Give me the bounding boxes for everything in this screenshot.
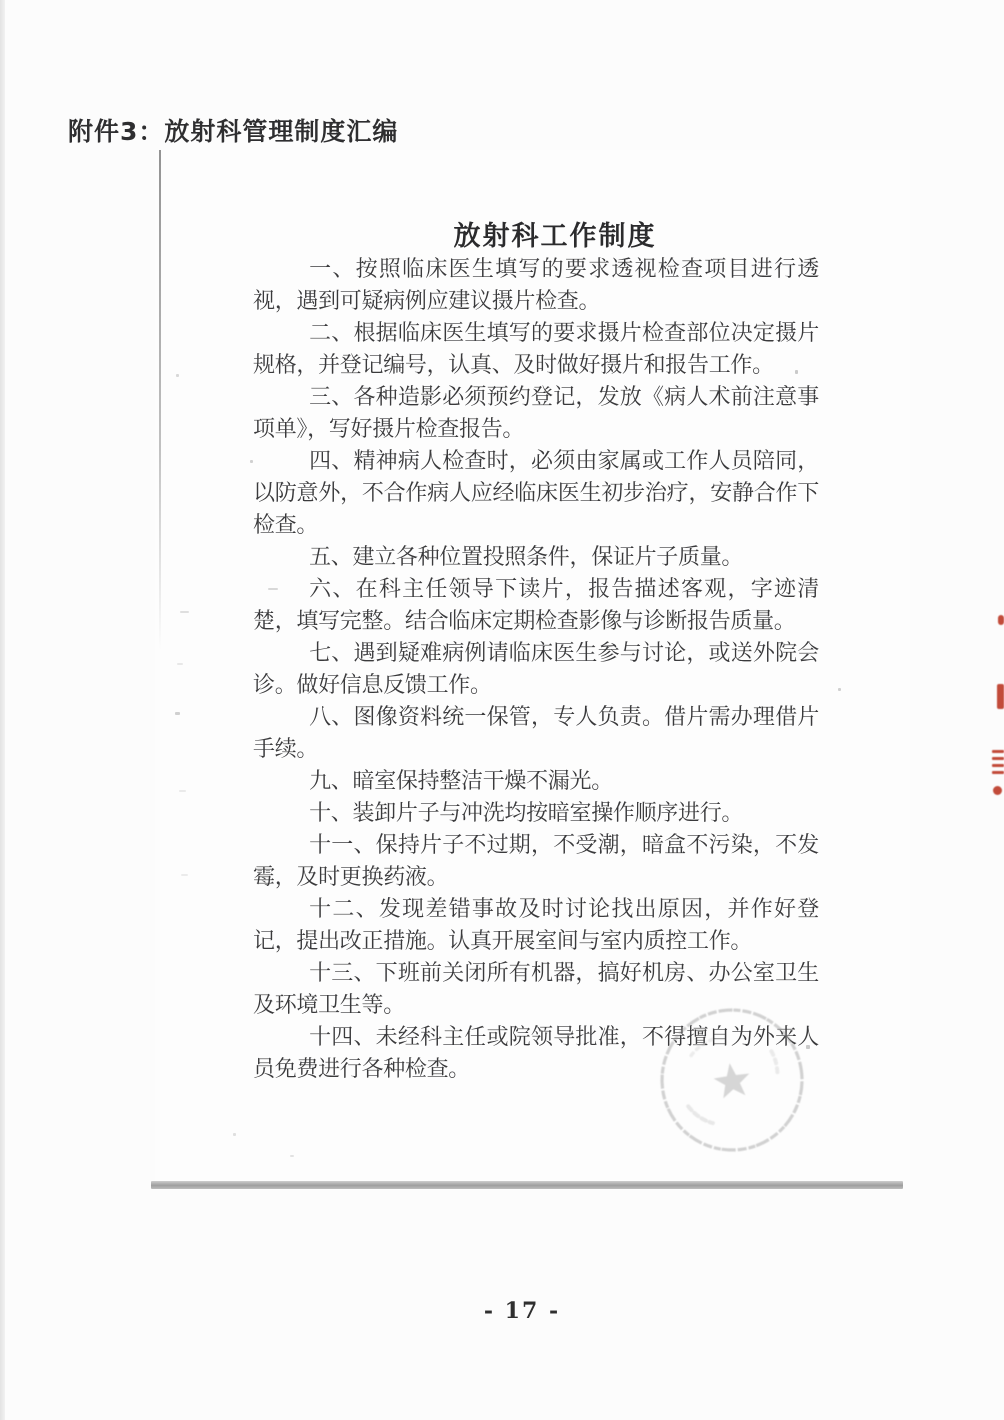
scan-speckle: [179, 790, 186, 792]
footer-page-number: - 17 -: [483, 1298, 561, 1324]
round-seal-stamp-icon: [647, 995, 816, 1164]
rule-item-1: 一、按照临床医生填写的要求透视检查项目进行透视，遇到可疑病例应建议摄片检查。: [253, 257, 819, 314]
rules-list: [253, 254, 819, 1086]
scan-speckle: [181, 874, 188, 876]
page-title: 放射科工作制度: [453, 221, 657, 252]
rule-item-12: 十二、发现差错事故及时讨论找出原因，并作好登记，提出改正措施。认真开展室间与室内质控工作。: [253, 897, 819, 954]
scan-speckle: [175, 712, 180, 715]
rule-item-10: 十、装卸片子与冲洗均按暗室操作顺序进行。: [309, 801, 744, 826]
scan-speckle: [233, 1133, 236, 1136]
scan-speckle: [838, 688, 841, 691]
red-ink-mark-icon: [992, 764, 1004, 767]
scan-speckle: [177, 663, 183, 665]
scan-speckle: [268, 588, 278, 590]
scan-speckle: [290, 1155, 294, 1157]
rule-item-11: 十一、保持片子不过期，不受潮，暗盒不污染，不发霉，及时更换药液。: [253, 833, 819, 890]
rule-item-9: 九、暗室保持整洁干燥不漏光。: [309, 769, 613, 794]
rule-item-8: 八、图像资料统一保管，专人负责。借片需办理借片手续。: [253, 705, 819, 762]
page-bottom-edge-shadow: [151, 1181, 903, 1189]
rule-item-14: 十四、未经科主任或院领导批准，不得擅自为外来人员免费进行各种检查。: [253, 1025, 819, 1082]
red-ink-mark-icon: [992, 757, 1004, 760]
scan-speckle: [806, 1045, 810, 1049]
rule-item-7: 七、遇到疑难病例请临床医生参与讨论，或送外院会诊。做好信息反馈工作。: [253, 641, 819, 698]
rule-item-5: 五、建立各种位置投照条件，保证片子质量。: [309, 545, 744, 570]
scan-speckle: [180, 611, 189, 613]
rule-item-2: 二、根据临床医生填写的要求摄片检查部位决定摄片规格，并登记编号，认真、及时做好摄片和报告工作。: [253, 321, 819, 378]
red-ink-mark-icon: [992, 750, 1004, 753]
rule-item-3: 三、各种造影必须预约登记，发放《病人术前注意事项单》，写好摄片检查报告。: [253, 385, 819, 442]
red-ink-mark-icon: [993, 786, 1002, 795]
red-ink-mark-icon: [997, 684, 1004, 709]
rule-item-4: 四、精神病人检查时，必须由家属或工作人员陪同，以防意外，不合作病人应经临床医生初步治疗，安静合作下检查。: [253, 449, 819, 538]
scan-speckle: [795, 370, 798, 374]
scan-speckle: [250, 460, 253, 463]
scan-edge-strip: [0, 0, 5, 1420]
rule-item-13: 十三、下班前关闭所有机器，搞好机房、办公室卫生及环境卫生等。: [253, 961, 819, 1018]
red-ink-mark-icon: [992, 771, 1004, 774]
red-ink-mark-icon: [998, 615, 1004, 625]
page-left-border: [159, 150, 161, 650]
inner-page: [155, 150, 910, 1190]
attachment-header: 附件3：放射科管理制度汇编: [68, 117, 399, 146]
seal-star-icon: [712, 1061, 752, 1100]
rule-item-6: 六、在科主任领导下读片，报告描述客观，字迹清楚，填写完整。结合临床定期检查影像与诊断报告质量。: [253, 577, 819, 634]
scan-speckle: [176, 374, 179, 377]
